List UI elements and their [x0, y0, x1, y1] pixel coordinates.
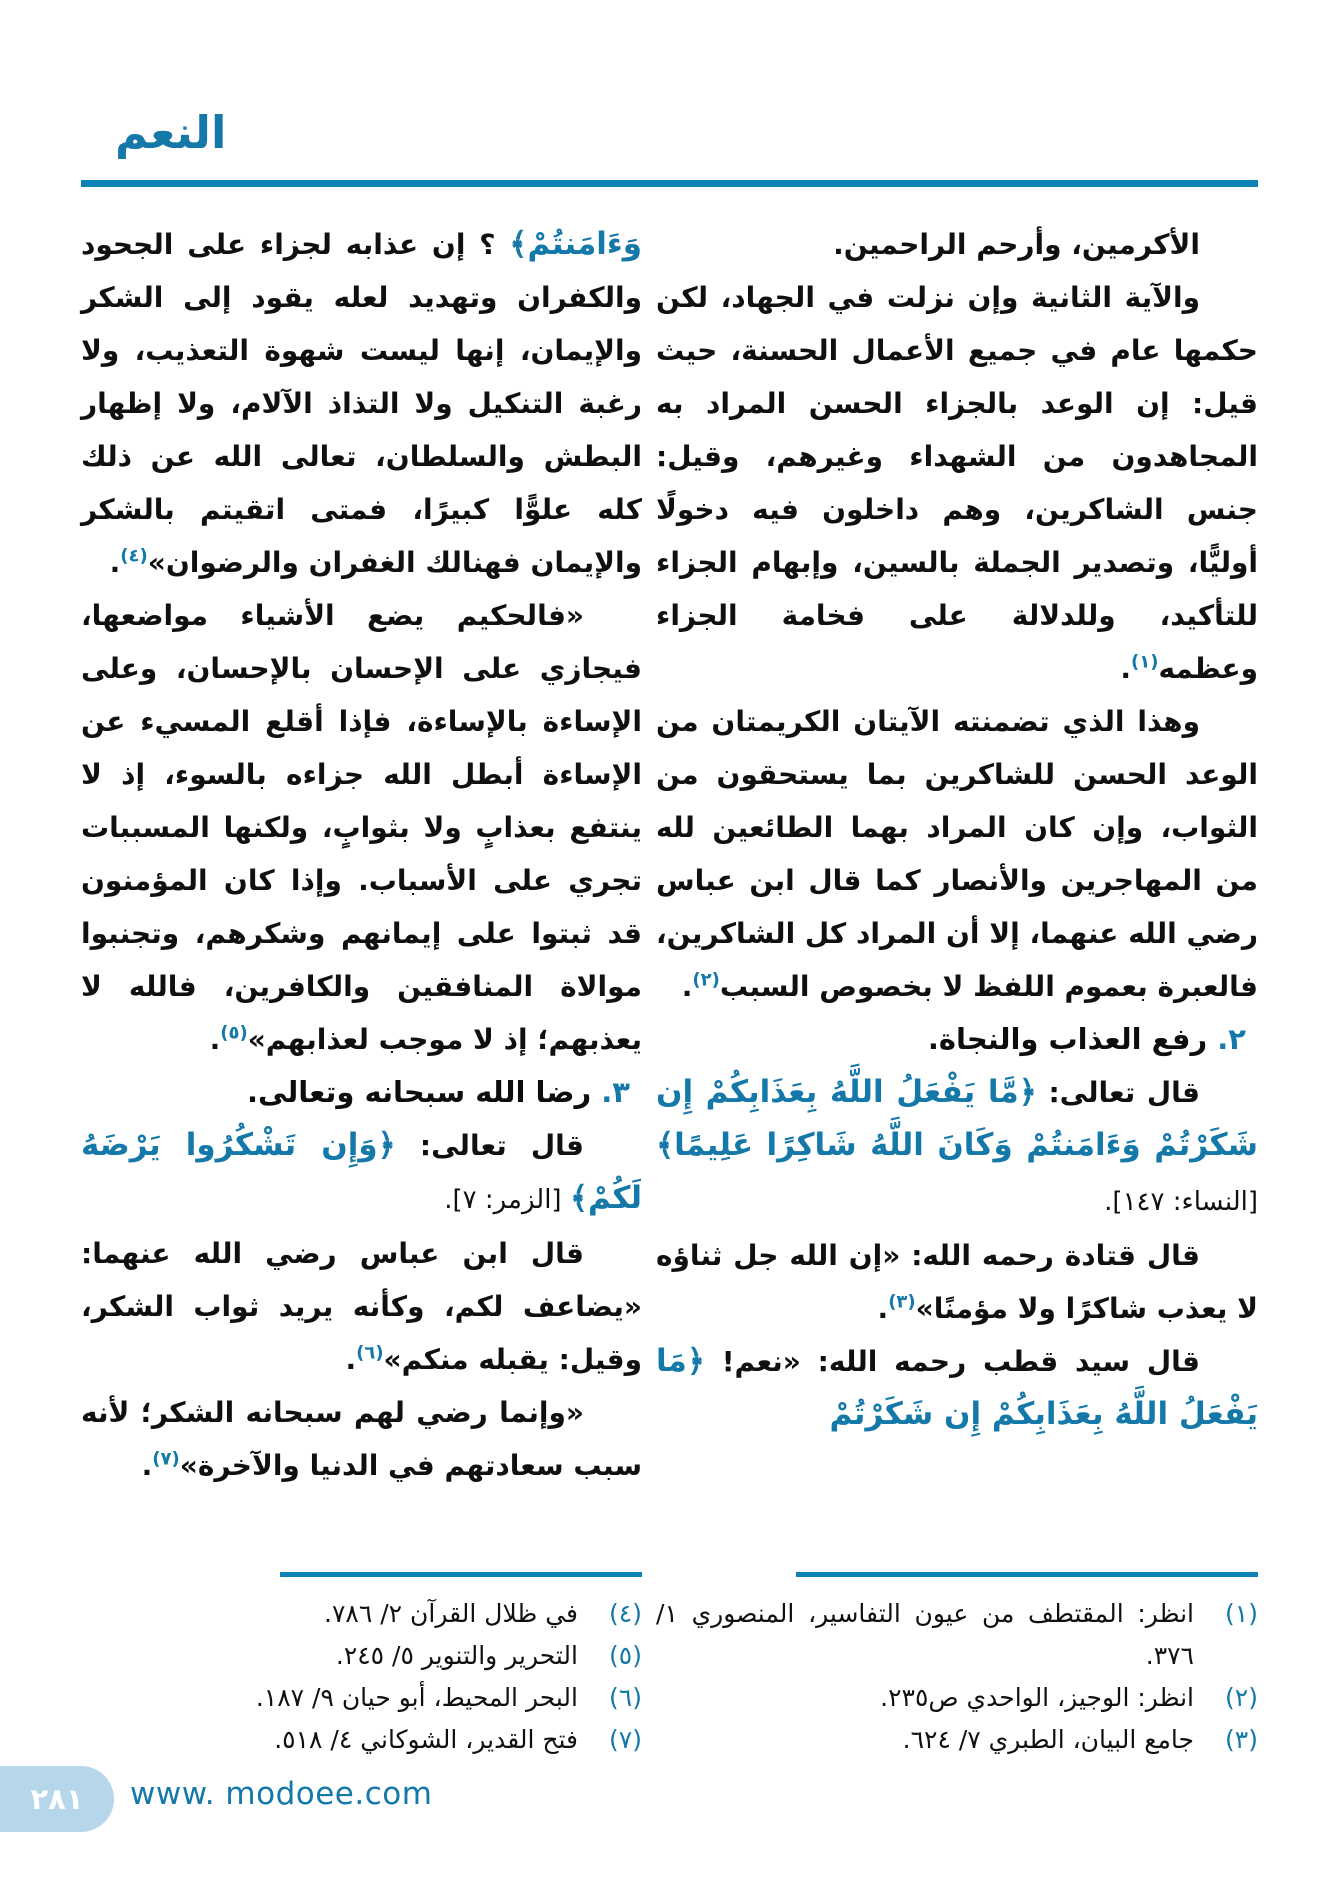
quran-text: ﴿مَّا يَفْعَلُ اللَّهُ بِعَذَابِكُمْ إِن شَكَرْتُمْ وَءَامَنتُمْ وَكَانَ اللَّهُ شَاكِرًا عَلِيمًا﴾ — [656, 1074, 1258, 1163]
page-number-badge — [0, 1766, 114, 1832]
body-text: . — [681, 970, 693, 1003]
paragraph — [656, 1229, 1258, 1335]
body-text: قال سيد قطب رحمه الله: «نعم! — [705, 1345, 1200, 1378]
paragraph — [656, 271, 1258, 695]
page-number: ٢٨١ — [30, 1782, 84, 1816]
footnote-ref-marker[interactable]: (٣) — [888, 1291, 916, 1313]
heading-text: رضا الله سبحانه وتعالى. — [246, 1075, 592, 1109]
footnote-ref-marker[interactable]: (٢) — [692, 969, 720, 991]
body-text: قال تعالى: — [395, 1129, 584, 1162]
body-text: . — [209, 1023, 221, 1056]
quran-text: وَءَامَنتُمْ﴾ — [509, 226, 642, 262]
footnote-number[interactable]: (١) — [1225, 1599, 1258, 1628]
footnote-ref-marker[interactable]: (٦) — [356, 1342, 384, 1364]
paragraph — [81, 1386, 642, 1492]
footnote — [656, 1677, 1258, 1719]
footnote — [656, 1593, 1258, 1677]
page-content — [81, 218, 1258, 1492]
footnote-number[interactable]: (٤) — [609, 1599, 642, 1628]
paragraph — [656, 1066, 1258, 1229]
footnote-text: فتح القدير، الشوكاني ٤/ ٥١٨. — [274, 1725, 578, 1754]
paragraph — [81, 1119, 642, 1227]
heading-number: ٢. — [1207, 1022, 1246, 1056]
footnote-text: انظر: المقتطف من عيون التفاسير، المنصوري ١/ ٣٧٦. — [656, 1599, 1194, 1670]
footnote — [81, 1635, 642, 1677]
body-text: قال تعالى: — [1036, 1076, 1200, 1109]
body-text: . — [109, 546, 121, 579]
website-link[interactable]: www. modoee.com — [130, 1776, 433, 1812]
verse-reference: [النساء: ١٤٧]. — [1104, 1187, 1258, 1217]
column-right — [656, 218, 1258, 1441]
footnote-text: البحر المحيط، أبو حيان ٩/ ١٨٧. — [255, 1683, 578, 1712]
quran-text: ﴿مَا يَفْعَلُ اللَّهُ بِعَذَابِكُمْ إِن شَكَرْتُمْ — [656, 1343, 1258, 1432]
paragraph — [656, 1335, 1258, 1441]
page-header — [81, 104, 1258, 194]
footnote — [81, 1719, 642, 1761]
footnote-number[interactable]: (٦) — [609, 1683, 642, 1712]
section-heading — [656, 1013, 1258, 1066]
footnote-ref-marker[interactable]: (١) — [1130, 651, 1159, 673]
body-text: . — [345, 1343, 357, 1376]
body-text: «وإنما رضي لهم سبحانه الشكر؛ لأنه سبب سعادتهم في الدنيا والآخرة» — [81, 1396, 642, 1482]
heading-text: رفع العذاب والنجاة. — [927, 1022, 1208, 1056]
footnote-number[interactable]: (٧) — [609, 1725, 642, 1754]
column-left — [81, 218, 642, 1492]
footnote-ref-marker[interactable]: (٤) — [120, 545, 148, 567]
footnote — [81, 1593, 642, 1635]
footnote — [656, 1719, 1258, 1761]
header-rule — [81, 180, 1258, 187]
body-text: . — [877, 1292, 889, 1325]
footnote-text: في ظلال القرآن ٢/ ٧٨٦. — [324, 1599, 578, 1628]
paragraph — [656, 218, 1258, 271]
heading-number: ٣. — [591, 1075, 630, 1109]
body-text: «فالحكيم يضع الأشياء مواضعها، فيجازي على الإحسان بالإحسان، وعلى الإساءة بالإساءة، فإذا أقلع المسيء عن الإساءة أبطل الله جزاءه بالسوء، إذ لا ينتفع بعذابٍ ولا بثوابٍ، ولكنها المسببات تجري على الأسباب. وإذا كان المؤمنون قد ثبتوا على إيمانهم وشكرهم، وتجنبوا موالاة المنافقين والكافرين، فالله لا يعذبهم؛ إذ لا موجب لعذابهم» — [81, 599, 642, 1056]
paragraph — [81, 218, 642, 589]
section-heading — [81, 1066, 642, 1119]
footnote-number[interactable]: (٢) — [1225, 1683, 1258, 1712]
footnote-text: جامع البيان، الطبري ٧/ ٦٢٤. — [902, 1725, 1194, 1754]
body-text: قال ابن عباس رضي الله عنهما: «يضاعف لكم، وكأنه يريد ثواب الشكر، وقيل: يقبله منكم» — [81, 1237, 642, 1376]
paragraph — [81, 1227, 642, 1386]
footnote-separator — [280, 1572, 642, 1577]
footnote-text: انظر: الوجيز، الواحدي ص٢٣٥. — [880, 1683, 1194, 1712]
quran-text: ﴿وَإِن تَشْكُرُوا يَرْضَهُ لَكُمْ﴾ — [81, 1127, 642, 1216]
chapter-title: النعم — [115, 106, 227, 159]
body-text: قال قتادة رحمه الله: «إن الله جل ثناؤه لا يعذب شاكرًا ولا مؤمنًا» — [656, 1239, 1258, 1325]
body-text: . — [1120, 652, 1131, 685]
footnote-number[interactable]: (٣) — [1225, 1725, 1258, 1754]
footnote-separator — [796, 1572, 1258, 1577]
body-text: ؟ إن عذابه لجزاء على الجحود والكفران وتهديد لعله يقود إلى الشكر والإيمان، إنها ليست شهوة التعذيب، ولا رغبة التنكيل ولا التذاذ الآلام، ولا إظهار البطش والسلطان، تعالى الله عن ذلك كله علوًّا كبيرًا، فمتى اتقيتم بالشكر والإيمان فهنالك الغفران والرضوان» — [81, 228, 642, 579]
footnote-ref-marker[interactable]: (٥) — [220, 1022, 248, 1044]
body-text: الأكرمين، وأرحم الراحمين. — [833, 228, 1200, 261]
footnotes-right — [656, 1572, 1258, 1761]
body-text: . — [141, 1449, 153, 1482]
footnote — [81, 1677, 642, 1719]
footnote-ref-marker[interactable]: (٧) — [152, 1448, 180, 1470]
footnote-number[interactable]: (٥) — [609, 1641, 642, 1670]
paragraph — [81, 589, 642, 1066]
body-text: والآية الثانية وإن نزلت في الجهاد، لكن حكمها عام في جميع الأعمال الحسنة، حيث قيل: إن الوعد بالجزاء الحسن المراد به المجاهدون من الشهداء وغيرهم، وقيل: جنس الشاكرين، وهم داخلون فيه دخولًا أوليًّا، وتصدير الجملة بالسين، وإبهام الجزاء للتأكيد، وللدلالة على فخامة الجزاء وعظمه — [656, 281, 1258, 685]
footnotes-left — [81, 1572, 642, 1761]
paragraph — [656, 695, 1258, 1013]
verse-reference: [الزمر: ٧]. — [444, 1185, 570, 1215]
footnote-text: التحرير والتنوير ٥/ ٢٤٥. — [335, 1641, 578, 1670]
body-text: وهذا الذي تضمنته الآيتان الكريمتان من الوعد الحسن للشاكرين بما يستحقون من الثواب، وإن كان المراد بهما الطائعين لله من المهاجرين والأنصار كما قال ابن عباس رضي الله عنهما، إلا أن المراد كل الشاكرين، فالعبرة بعموم اللفظ لا بخصوص السبب — [656, 705, 1258, 1003]
